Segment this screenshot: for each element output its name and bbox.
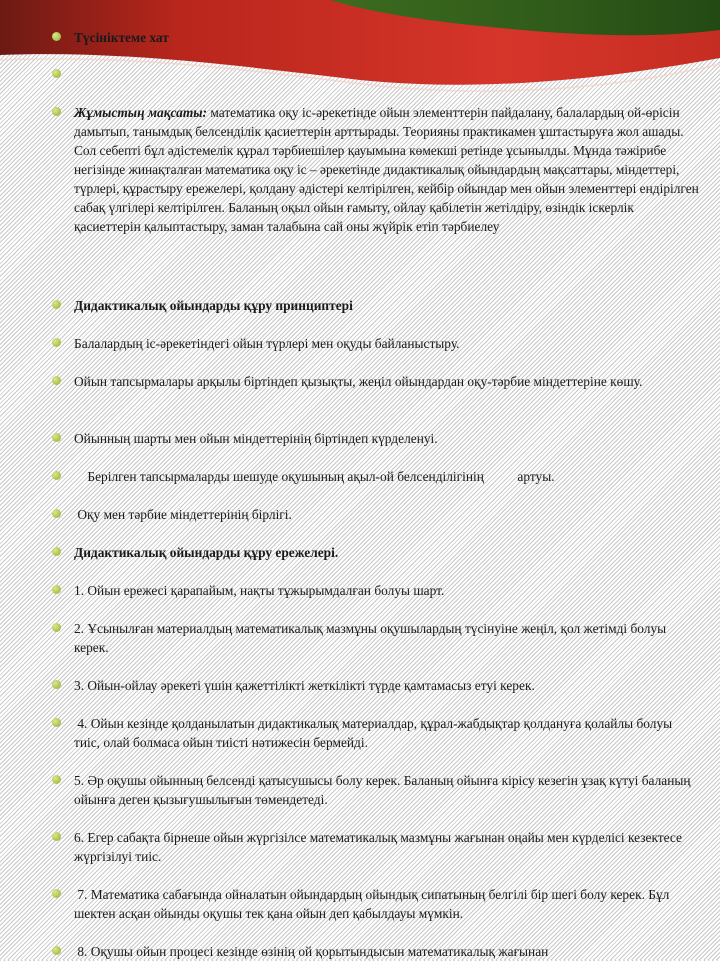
bullet-icon — [52, 585, 61, 594]
bullet-icon — [52, 775, 61, 784]
heading-rules — [52, 543, 699, 562]
bullet-icon — [52, 680, 61, 689]
item-text: Түсініктеме хат — [74, 30, 169, 45]
bullet-icon — [52, 623, 61, 632]
rule-item — [52, 942, 699, 961]
item-text: Ойын тапсырмалары арқылы біртіндеп қызықты, жеңіл ойындардан оқу-тәрбие міндеттеріне көшу. — [74, 374, 643, 389]
principle-item — [52, 372, 699, 391]
item-text: Дидактикалық ойындарды құру ережелері. — [74, 545, 339, 560]
rule-item — [52, 581, 699, 600]
rule-item — [52, 828, 699, 866]
item-text: Оқу мен тәрбие міндеттерінің бірлігі. — [74, 507, 292, 522]
item-text: Берілген тапсырмаларды шешуде оқушының ақыл-ой белсенділігінің артуы. — [74, 469, 555, 484]
principle-item — [52, 334, 699, 353]
bullet-icon — [52, 32, 61, 41]
principle-item — [52, 505, 699, 524]
goal-body: математика оқу іс-әрекетінде ойын элементтерін пайдалану, балалардың ой-өрісін дамытып, танымдық белсенділік қасиеттерін арттырады. Теорияны практикамен ұштастыруға жол ашады. Сол себепті бұл әдістемелік құрал тәрбиешілер қауымына көмекші ретінде ұсынылды. Мұнда тәжірибе негізінде жинақталған математика оқу іс – әрекетінде дидактикалық ойындардың мақсаттары, міндеттері, түрлері, құрастыру ережелері, қолдану әдістері келтірілген, кейбір ойындар мен ойын элементтері ендірілген сабақ үлгілері келтірілген. Баланың оқыл ойын ғамыту, ойлау қабілетін жетілдіру, өзіндік іскерлік қасиеттерін қалыптастыру, заман талабына сай оны жүйрік етіп тәрбиелеу — [74, 105, 699, 234]
bullet-icon — [52, 338, 61, 347]
item-text: 7. Математика сабағында ойналатын ойындардың ойындық сипатының белгілі бір шегі болу керек. Бұл шектен асқан ойынды оқушы тек қана ойын деп қабылдауы мүмкін. — [74, 887, 673, 921]
bullet-icon — [52, 69, 61, 78]
item-text: Балалардың іс-әрекетіндегі ойын түрлері мен оқуды байланыстыру. — [74, 336, 460, 351]
item-text: Дидактикалық ойындарды құру принциптері — [74, 298, 353, 313]
header-decoration — [0, 0, 720, 110]
paragraph-goal — [52, 103, 699, 236]
rule-item — [52, 714, 699, 752]
item-text: 5. Әр оқушы ойынның белсенді қатысушысы болу керек. Баланың ойынға кірісу кезегін ұзақ күтуі баланың ойынға деген қызығушылығын төмендетеді. — [74, 773, 691, 807]
rule-item — [52, 676, 699, 695]
bullet-icon — [52, 509, 61, 518]
rule-item — [52, 619, 699, 657]
heading-principles — [52, 296, 699, 315]
bullet-icon — [52, 300, 61, 309]
item-text: 2. Ұсынылған материалдың математикалық мазмұны оқушылардың түсінуіне жеңіл, қол жетімді болуы керек. — [74, 621, 667, 655]
principle-item — [52, 429, 699, 448]
bullet-icon — [52, 889, 61, 898]
bullet-icon — [52, 946, 61, 955]
bullet-icon — [52, 832, 61, 841]
rule-item — [52, 885, 699, 923]
goal-lead-label: Жұмыстың мақсаты: — [74, 105, 207, 120]
item-text: 6. Егер сабақта бірнеше ойын жүргізілсе математикалық мазмұны жағынан оңайы мен күрделісі кезектесе жүргізілуі тиіс. — [74, 830, 682, 864]
item-text: 3. Ойын-ойлау әрекеті үшін қажеттілікті жеткілікті түрде қамтамасыз етуі керек. — [74, 678, 535, 693]
item-text: 8. Оқушы ойын процесі кезінде өзінің ой қорытындысын математикалық жағынан — [74, 944, 549, 959]
bullet-icon — [52, 718, 61, 727]
item-text — [74, 103, 699, 236]
principle-item — [52, 467, 699, 486]
heading-explanatory-note — [52, 28, 699, 47]
rule-item — [52, 771, 699, 809]
bullet-icon — [52, 376, 61, 385]
item-text: Ойынның шарты мен ойын міндеттерінің біртіндеп күрделенуі. — [74, 431, 438, 446]
bullet-icon — [52, 547, 61, 556]
bullet-icon — [52, 433, 61, 442]
item-text: 1. Ойын ережесі қарапайым, нақты тұжырымдалған болуы шарт. — [74, 583, 445, 598]
bullet-icon — [52, 107, 61, 116]
bullet-icon — [52, 471, 61, 480]
item-text: 4. Ойын кезінде қолданылатын дидактикалық материалдар, құрал-жабдықтар қолдануға қолайлы болуы тиіс, олай болмаса ойын тиісті нәтижесін бермейді. — [74, 716, 676, 750]
